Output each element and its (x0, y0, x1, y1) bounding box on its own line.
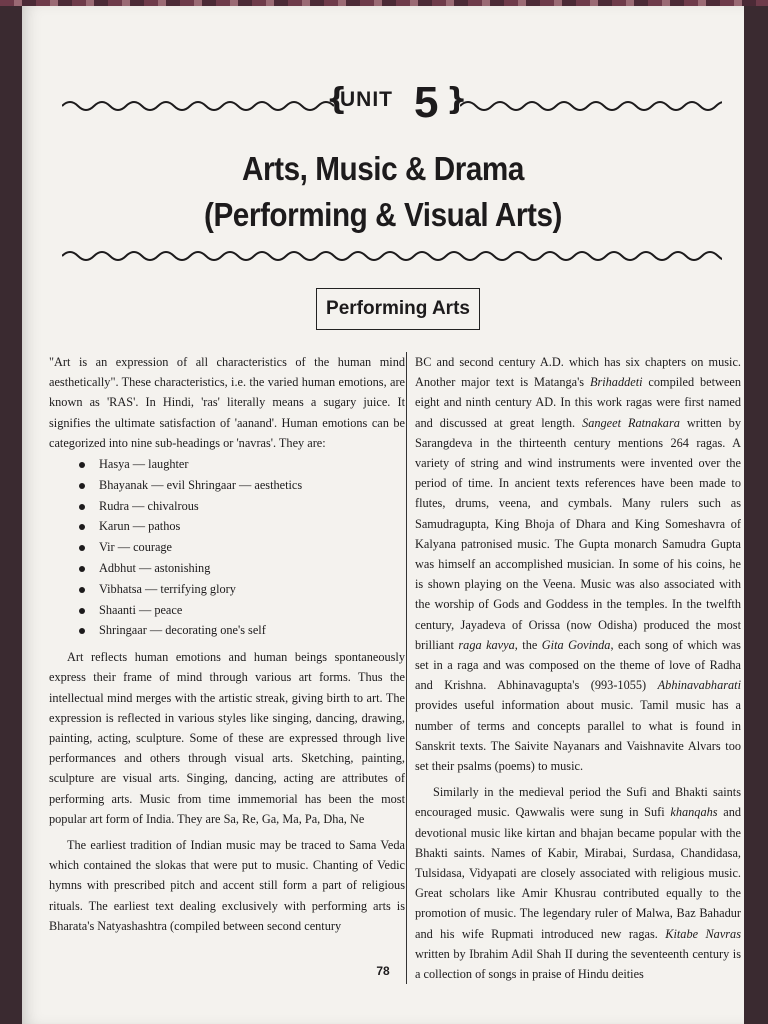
navras-list (49, 454, 405, 641)
list-item: Vir — courage (79, 537, 405, 558)
term-khanqahs: khanqahs (670, 805, 718, 820)
left-text-column (49, 352, 405, 936)
section-heading: Performing Arts (316, 288, 480, 330)
text-span: written by Sarangdeva in the thirteenth century mentions 264 ragas. A variety of string and wind instruments were invented over the period of time. In ancient texts references have been made to flutes, drums, veena, and cymbals. Many rulers such as Samudragupta, King Bhoja of Dhara and King Someshavra of Kalyana patronised music. The Gupta monarch Samudra Gupta was himself an accomplished musician. In some of his coins, he is shown playing on the Veena. Music was also associated with the worship of Gods and Goddess in the temples. In the twelfth century, Jayadeva of Orissa (now Odisha) produced the most brilliant (415, 415, 741, 652)
right-wave-ornament (460, 96, 722, 116)
chapter-title (58, 146, 708, 238)
list-item: Vibhatsa — terrifying glory (79, 579, 405, 600)
page-number: 78 (376, 964, 390, 978)
left-brace-ornament: { (326, 82, 348, 117)
book-page (22, 6, 744, 1024)
book-title-sangeet-ratnakara: Sangeet Ratnakara (582, 415, 680, 430)
text-span: Similarly in the medieval period the Sufi and Bhakti saints encouraged music. Qawwalis were sung in Sufi (415, 785, 741, 820)
unit-header (22, 78, 744, 127)
left-wave-ornament (62, 96, 334, 116)
music-history-paragraph (415, 352, 741, 776)
text-span: written by Ibrahim Adil Shah II during the seventeenth century is a collection of songs in praise of Hindu deities (415, 946, 741, 982)
right-brace-ornament: } (446, 82, 468, 117)
list-item: Rudra — chivalrous (79, 496, 405, 517)
text-span: , each song of which was set in a raga and was composed on the theme of love of Radha and Krishna. Abhinavagupta's (993-1055) (415, 637, 741, 693)
text-span: provides useful information about music. Tamil music has a number of terms and concepts parallel to what is found in Sanskrit texts. The Saivite Nayanars and Vaishnavite Alvars too set their psalms (poems) to music. (415, 698, 741, 774)
list-item: Shaanti — peace (79, 600, 405, 621)
unit-number: 5 (414, 78, 439, 127)
book-title-gita-govinda: Gita Govinda (541, 637, 611, 652)
list-item: Karun — pathos (79, 516, 405, 537)
right-text-column (406, 352, 741, 984)
chapter-title-line-2: (Performing & Visual Arts) (204, 196, 562, 233)
list-item: Shringaar — decorating one's self (79, 620, 405, 641)
chapter-title-line-1: Arts, Music & Drama (242, 150, 524, 187)
art-paragraph: Art reflects human emotions and human beings spontaneously express their frame of mind through various art forms. Thus the intellectual mind merges with the artistic streak, giving birth to art. The expression is reflected in various styles like singing, dancing, drawing, painting, acting, sculpture. Some of these are expressed through live performances and others through visual arts. Sketching, painting, sculpture are visual arts. Singing, dancing, acting are attributes of performing arts. Music from time immemorial has been the most popular art form of India. They are Sa, Re, Ga, Ma, Pa, Dha, Ne (49, 650, 405, 826)
book-title-kitabe-navras: Kitabe Navras (665, 926, 741, 941)
list-item: Bhayanak — evil Shringaar — aesthetics (79, 475, 405, 496)
tradition-paragraph: The earliest tradition of Indian music may be traced to Sama Veda which contained the slokas that were put to music. Chanting of Vedic hymns with prescribed pitch and accent still form a part of religious rituals. The earliest text dealing exclusively with performing arts is Bharata's Natyashashtra (compiled between second century (49, 838, 405, 933)
title-underline-wave (62, 246, 722, 266)
list-item: Adbhut — astonishing (79, 558, 405, 579)
intro-paragraph: "Art is an expression of all characteristics of the human mind aesthetically". These characteristics, i.e. the varied human emotions, are known as 'RAS'. In Hindi, 'ras' literally means a sugary juice. It signifies the ultimate satisfaction of 'aanand'. Human emotions can be categorized into nine sub-headings or 'navras'. They are: (49, 355, 405, 450)
text-span: , the (514, 637, 542, 652)
unit-label: UNIT (340, 88, 393, 111)
book-title-abhinavabharati: Abhinavabharati (657, 678, 741, 693)
term-raga-kavya: raga kavya (458, 637, 515, 652)
list-item: Hasya — laughter (79, 454, 405, 475)
book-title-brihaddeti: Brihaddeti (589, 375, 643, 390)
medieval-paragraph (415, 782, 741, 984)
text-span: compiled between eight and ninth century AD. In this work ragas were first named and discussed at great length. (415, 375, 741, 430)
text-span: and devotional music like kirtan and bhajan became popular with the Bhakti saints. Names of Kabir, Mirabai, Surdasa, Chandidasa, Tulsidasa, Vidyapati are closely associated with religious music. Great scholars like Amir Khusrau contributed equally to the promotion of music. The legendary ruler of Malwa, Baz Bahadur and his wife Rupmati introduced new ragas. (415, 805, 741, 941)
text-span: BC and second century A.D. which has six chapters on music. Another major text is Matanga's (415, 355, 741, 390)
